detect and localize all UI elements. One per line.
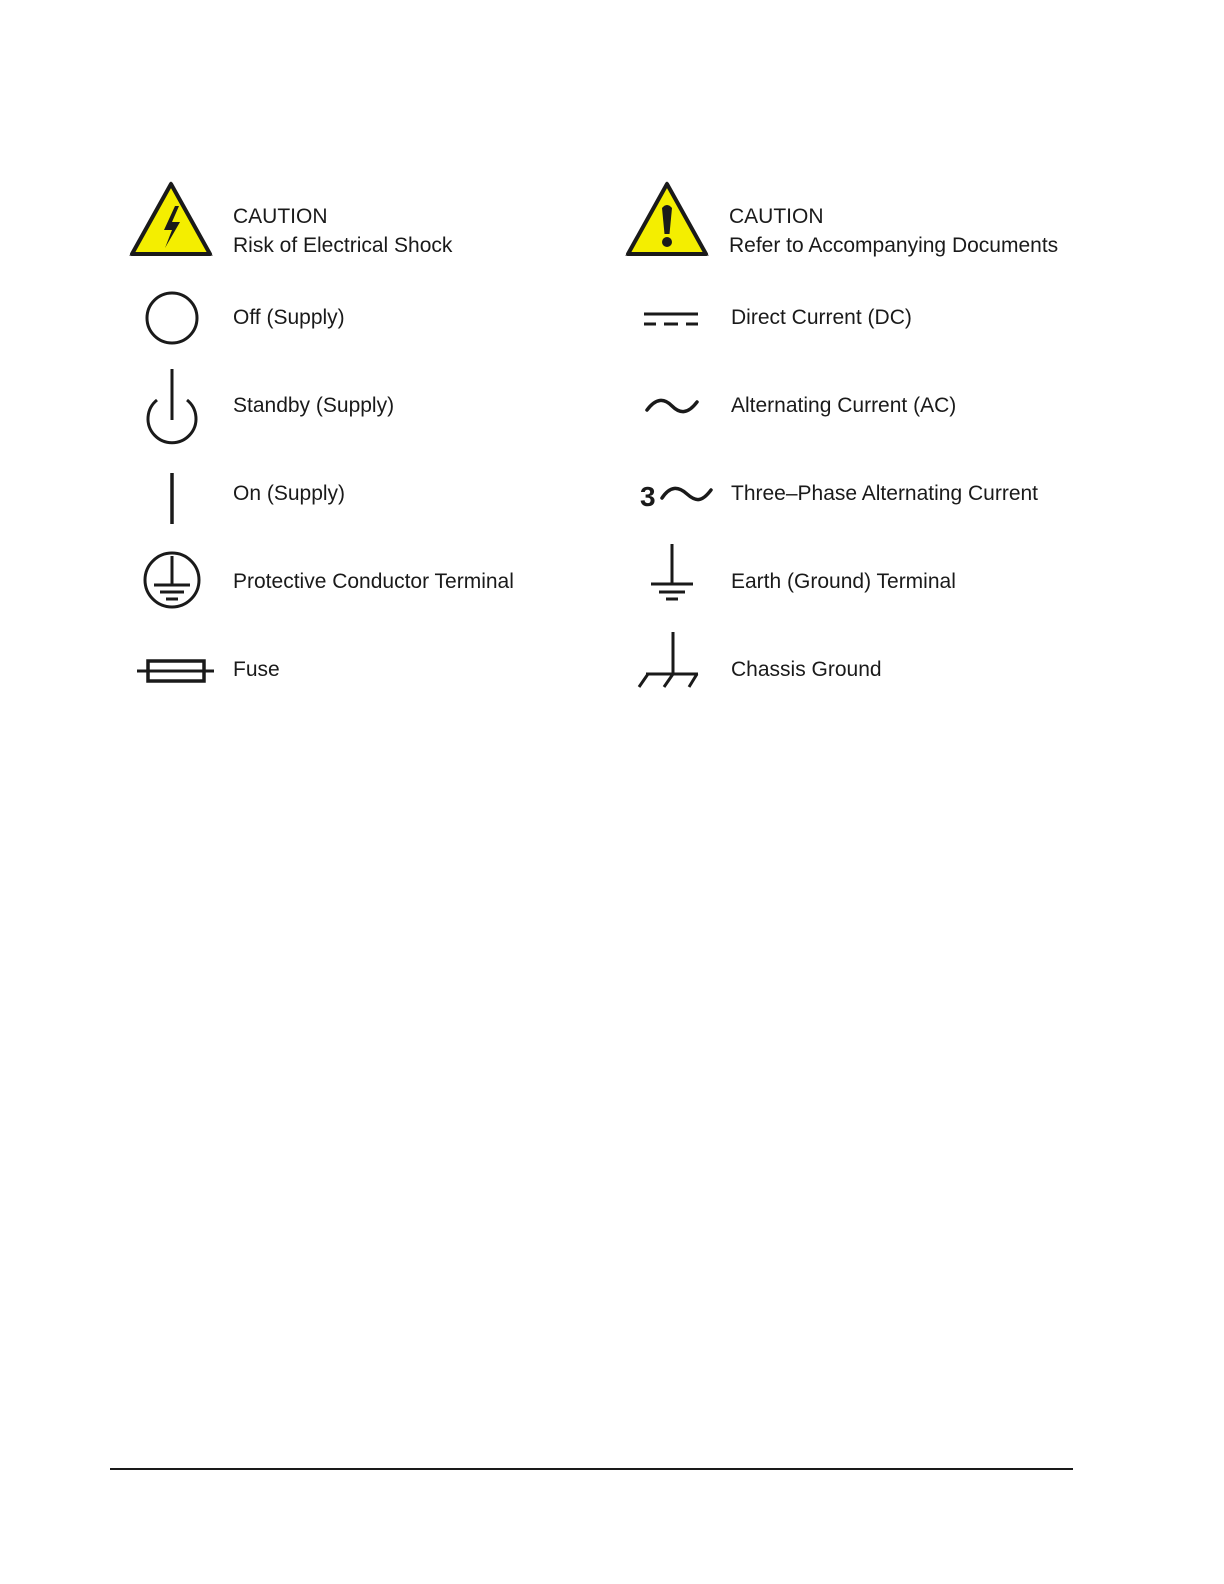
- alternating-current-label: Alternating Current (AC): [731, 394, 957, 417]
- direct-current-label: Direct Current (DC): [731, 306, 912, 329]
- electrical-shock-warning-icon: [126, 178, 216, 260]
- standby-supply-label: Standby (Supply): [233, 394, 395, 417]
- direct-current-icon: [642, 308, 700, 330]
- electrical-shock-label: Risk of Electrical Shock: [233, 234, 453, 257]
- caution-exclamation-warning-icon: [622, 178, 712, 260]
- caution-title: CAUTION: [233, 205, 328, 228]
- chassis-ground-icon: [636, 630, 702, 688]
- accompanying-documents-label: Refer to Accompanying Documents: [729, 234, 1059, 257]
- three-phase-label: Three–Phase Alternating Current: [731, 482, 1039, 505]
- footer-rule: [110, 1468, 1073, 1470]
- on-supply-label: On (Supply): [233, 482, 346, 505]
- caution-title-2: CAUTION: [729, 205, 824, 228]
- fuse-label: Fuse: [233, 658, 280, 681]
- earth-ground-terminal-icon: [648, 542, 696, 604]
- standby-supply-icon: [142, 366, 202, 450]
- chassis-ground-label: Chassis Ground: [731, 658, 882, 681]
- fuse-icon: [136, 656, 216, 686]
- off-supply-label: Off (Supply): [233, 306, 345, 329]
- earth-ground-label: Earth (Ground) Terminal: [731, 570, 956, 593]
- on-supply-icon: [160, 470, 184, 528]
- alternating-current-icon: [644, 394, 700, 418]
- protective-conductor-label: Protective Conductor Terminal: [233, 570, 514, 593]
- three-phase-digit: 3: [640, 481, 656, 512]
- off-supply-icon: [142, 290, 202, 350]
- protective-conductor-terminal-icon: [140, 550, 204, 612]
- three-phase-ac-icon: [660, 482, 714, 506]
